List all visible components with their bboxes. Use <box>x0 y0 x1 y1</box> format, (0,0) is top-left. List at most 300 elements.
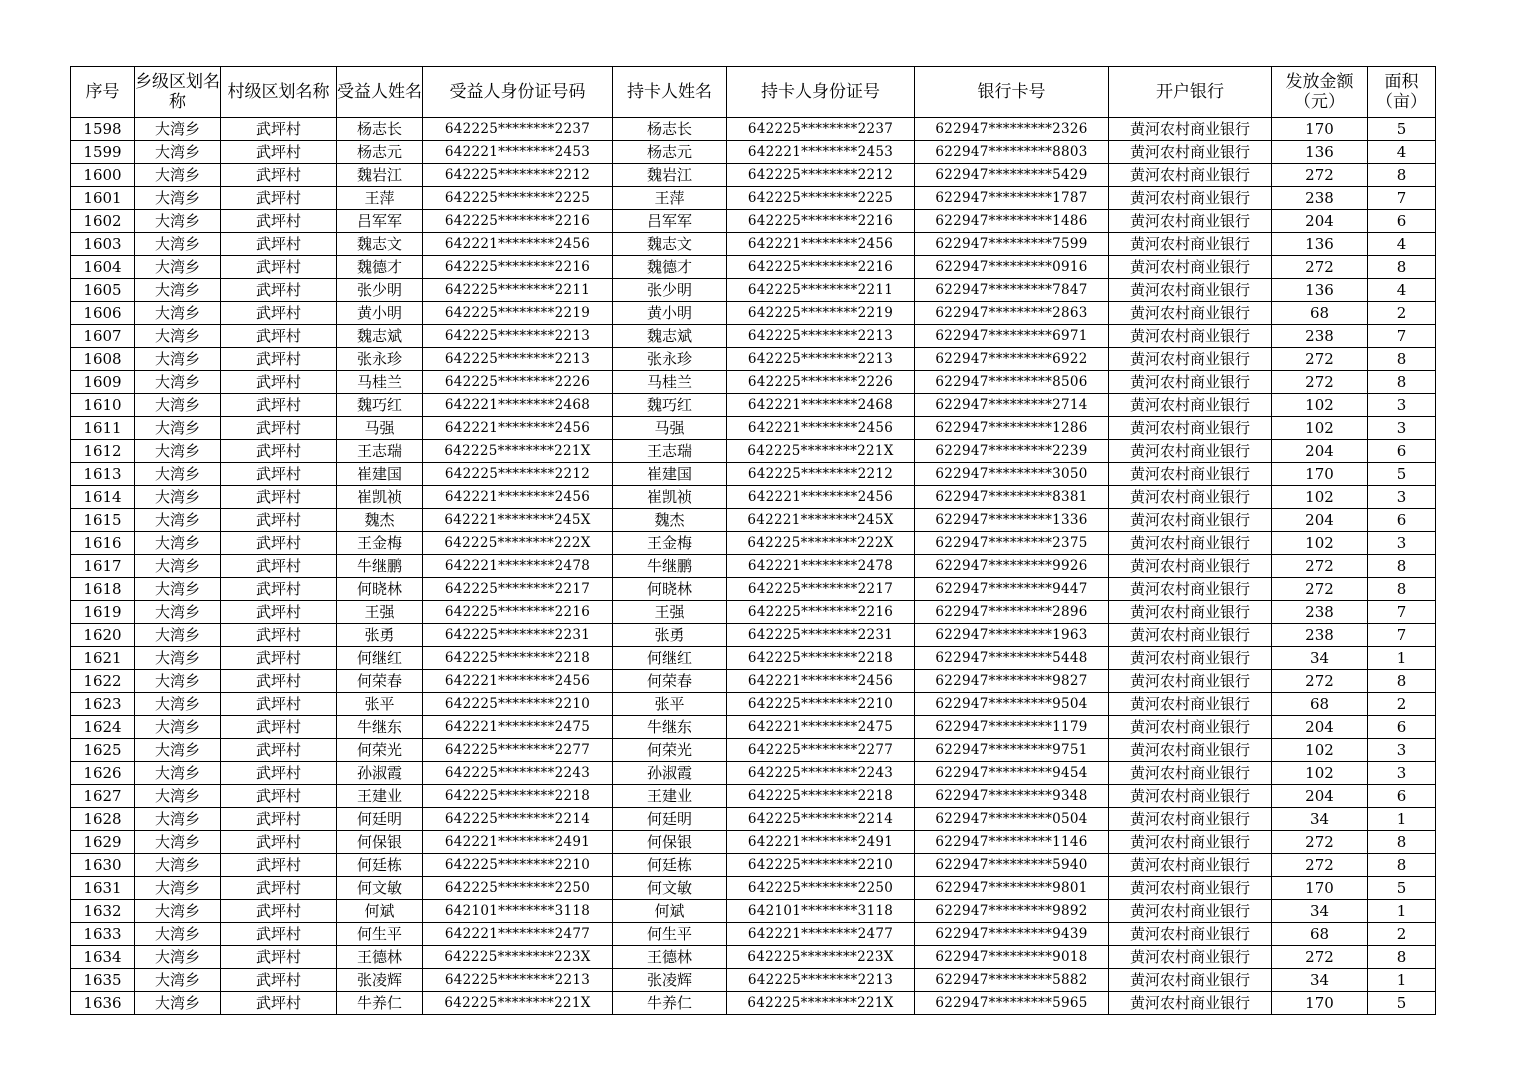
cell-seq: 1606 <box>71 302 135 325</box>
cell-seq: 1619 <box>71 601 135 624</box>
cell-bank-card: 622947*********0504 <box>915 808 1109 831</box>
cell-township: 大湾乡 <box>135 187 221 210</box>
cell-area: 6 <box>1368 509 1436 532</box>
cell-area: 6 <box>1368 716 1436 739</box>
cell-village: 武坪村 <box>221 923 337 946</box>
table-row <box>71 739 1436 762</box>
cell-bank: 黄河农村商业银行 <box>1109 348 1272 371</box>
cell-area: 3 <box>1368 532 1436 555</box>
cell-township: 大湾乡 <box>135 440 221 463</box>
cell-cardholder-name: 王强 <box>613 601 727 624</box>
cell-beneficiary-id: 642225********2277 <box>423 739 613 762</box>
cell-bank-card: 622947*********7847 <box>915 279 1109 302</box>
header-township: 乡级区划名称 <box>135 67 221 118</box>
cell-beneficiary-name: 魏志文 <box>337 233 423 256</box>
cell-township: 大湾乡 <box>135 210 221 233</box>
cell-beneficiary-name: 张平 <box>337 693 423 716</box>
table-row <box>71 371 1436 394</box>
cell-cardholder-name: 张永珍 <box>613 348 727 371</box>
table-row <box>71 762 1436 785</box>
cell-seq: 1611 <box>71 417 135 440</box>
cell-cardholder-id: 642221********245X <box>727 509 915 532</box>
cell-bank: 黄河农村商业银行 <box>1109 992 1272 1015</box>
cell-township: 大湾乡 <box>135 578 221 601</box>
cell-bank-card: 622947*********9892 <box>915 900 1109 923</box>
cell-township: 大湾乡 <box>135 233 221 256</box>
cell-beneficiary-name: 魏志斌 <box>337 325 423 348</box>
cell-seq: 1624 <box>71 716 135 739</box>
cell-cardholder-name: 张平 <box>613 693 727 716</box>
cell-cardholder-id: 642225********2210 <box>727 693 915 716</box>
cell-beneficiary-id: 642221********2468 <box>423 394 613 417</box>
cell-beneficiary-id: 642221********2456 <box>423 233 613 256</box>
cell-area: 3 <box>1368 762 1436 785</box>
table-row <box>71 164 1436 187</box>
cell-bank: 黄河农村商业银行 <box>1109 716 1272 739</box>
cell-bank-card: 622947*********9926 <box>915 555 1109 578</box>
cell-bank: 黄河农村商业银行 <box>1109 854 1272 877</box>
cell-village: 武坪村 <box>221 739 337 762</box>
cell-beneficiary-name: 何廷栋 <box>337 854 423 877</box>
cell-beneficiary-id: 642225********2213 <box>423 348 613 371</box>
table-row <box>71 118 1436 141</box>
table-row <box>71 141 1436 164</box>
cell-amount: 272 <box>1272 670 1368 693</box>
cell-bank-card: 622947*********2714 <box>915 394 1109 417</box>
cell-cardholder-id: 642101********3118 <box>727 900 915 923</box>
cell-cardholder-name: 张凌辉 <box>613 969 727 992</box>
cell-beneficiary-name: 何晓林 <box>337 578 423 601</box>
cell-seq: 1628 <box>71 808 135 831</box>
cell-cardholder-name: 何晓林 <box>613 578 727 601</box>
cell-bank-card: 622947*********9454 <box>915 762 1109 785</box>
cell-amount: 204 <box>1272 440 1368 463</box>
cell-area: 1 <box>1368 900 1436 923</box>
cell-beneficiary-id: 642221********2478 <box>423 555 613 578</box>
cell-area: 8 <box>1368 348 1436 371</box>
cell-cardholder-id: 642225********2216 <box>727 256 915 279</box>
header-cardholder-id: 持卡人身份证号 <box>727 67 915 118</box>
cell-cardholder-name: 张少明 <box>613 279 727 302</box>
cell-bank-card: 622947*********9504 <box>915 693 1109 716</box>
cell-beneficiary-name: 王萍 <box>337 187 423 210</box>
cell-area: 3 <box>1368 394 1436 417</box>
cell-cardholder-id: 642225********2226 <box>727 371 915 394</box>
cell-cardholder-name: 王萍 <box>613 187 727 210</box>
cell-amount: 272 <box>1272 854 1368 877</box>
cell-beneficiary-id: 642225********2211 <box>423 279 613 302</box>
cell-beneficiary-name: 何文敏 <box>337 877 423 900</box>
cell-bank: 黄河农村商业银行 <box>1109 279 1272 302</box>
cell-amount: 102 <box>1272 417 1368 440</box>
cell-seq: 1601 <box>71 187 135 210</box>
cell-township: 大湾乡 <box>135 141 221 164</box>
cell-beneficiary-id: 642221********2456 <box>423 670 613 693</box>
header-amount: 发放金额（元） <box>1272 67 1368 118</box>
cell-bank-card: 622947*********5965 <box>915 992 1109 1015</box>
cell-township: 大湾乡 <box>135 670 221 693</box>
cell-township: 大湾乡 <box>135 969 221 992</box>
cell-beneficiary-name: 牛继东 <box>337 716 423 739</box>
cell-township: 大湾乡 <box>135 417 221 440</box>
cell-cardholder-id: 642221********2478 <box>727 555 915 578</box>
cell-township: 大湾乡 <box>135 854 221 877</box>
cell-village: 武坪村 <box>221 693 337 716</box>
header-beneficiary-id: 受益人身份证号码 <box>423 67 613 118</box>
cell-beneficiary-id: 642225********2216 <box>423 210 613 233</box>
cell-amount: 136 <box>1272 233 1368 256</box>
table-row <box>71 808 1436 831</box>
cell-beneficiary-name: 张凌辉 <box>337 969 423 992</box>
cell-area: 8 <box>1368 164 1436 187</box>
cell-cardholder-name: 王志瑞 <box>613 440 727 463</box>
cell-bank-card: 622947*********5882 <box>915 969 1109 992</box>
cell-township: 大湾乡 <box>135 371 221 394</box>
cell-village: 武坪村 <box>221 279 337 302</box>
cell-area: 3 <box>1368 417 1436 440</box>
cell-amount: 272 <box>1272 831 1368 854</box>
cell-beneficiary-name: 王强 <box>337 601 423 624</box>
cell-bank-card: 622947*********2863 <box>915 302 1109 325</box>
cell-township: 大湾乡 <box>135 808 221 831</box>
cell-township: 大湾乡 <box>135 164 221 187</box>
cell-village: 武坪村 <box>221 946 337 969</box>
cell-seq: 1621 <box>71 647 135 670</box>
cell-beneficiary-name: 王建业 <box>337 785 423 808</box>
cell-cardholder-name: 何文敏 <box>613 877 727 900</box>
cell-beneficiary-id: 642225********2218 <box>423 647 613 670</box>
cell-seq: 1618 <box>71 578 135 601</box>
cell-amount: 272 <box>1272 578 1368 601</box>
cell-cardholder-id: 642225********2250 <box>727 877 915 900</box>
cell-township: 大湾乡 <box>135 486 221 509</box>
cell-beneficiary-id: 642225********2210 <box>423 693 613 716</box>
cell-cardholder-id: 642225********2214 <box>727 808 915 831</box>
cell-amount: 136 <box>1272 279 1368 302</box>
table-row <box>71 923 1436 946</box>
cell-bank: 黄河农村商业银行 <box>1109 923 1272 946</box>
cell-amount: 102 <box>1272 739 1368 762</box>
cell-bank-card: 622947*********9827 <box>915 670 1109 693</box>
header-bank: 开户银行 <box>1109 67 1272 118</box>
cell-amount: 34 <box>1272 900 1368 923</box>
cell-area: 5 <box>1368 463 1436 486</box>
cell-seq: 1616 <box>71 532 135 555</box>
cell-cardholder-name: 王金梅 <box>613 532 727 555</box>
cell-bank: 黄河农村商业银行 <box>1109 233 1272 256</box>
cell-amount: 102 <box>1272 394 1368 417</box>
cell-village: 武坪村 <box>221 532 337 555</box>
cell-bank: 黄河农村商业银行 <box>1109 164 1272 187</box>
table-row <box>71 417 1436 440</box>
cell-seq: 1629 <box>71 831 135 854</box>
cell-seq: 1620 <box>71 624 135 647</box>
cell-cardholder-name: 孙淑霞 <box>613 762 727 785</box>
cell-bank-card: 622947*********8381 <box>915 486 1109 509</box>
cell-village: 武坪村 <box>221 486 337 509</box>
cell-seq: 1614 <box>71 486 135 509</box>
cell-seq: 1635 <box>71 969 135 992</box>
cell-beneficiary-name: 何继红 <box>337 647 423 670</box>
cell-cardholder-id: 642225********2243 <box>727 762 915 785</box>
table-body <box>71 118 1436 1015</box>
table-row <box>71 992 1436 1015</box>
cell-beneficiary-id: 642225********2213 <box>423 325 613 348</box>
cell-township: 大湾乡 <box>135 831 221 854</box>
cell-amount: 272 <box>1272 371 1368 394</box>
cell-beneficiary-id: 642225********2250 <box>423 877 613 900</box>
cell-bank: 黄河农村商业银行 <box>1109 831 1272 854</box>
cell-cardholder-id: 642225********2210 <box>727 854 915 877</box>
cell-area: 7 <box>1368 325 1436 348</box>
cell-cardholder-name: 何斌 <box>613 900 727 923</box>
cell-village: 武坪村 <box>221 164 337 187</box>
table-row <box>71 831 1436 854</box>
cell-village: 武坪村 <box>221 762 337 785</box>
table-row <box>71 256 1436 279</box>
cell-beneficiary-id: 642221********245X <box>423 509 613 532</box>
cell-bank: 黄河农村商业银行 <box>1109 900 1272 923</box>
table-row <box>71 555 1436 578</box>
table-row <box>71 394 1436 417</box>
cell-beneficiary-id: 642225********223X <box>423 946 613 969</box>
cell-seq: 1630 <box>71 854 135 877</box>
table-row <box>71 624 1436 647</box>
cell-cardholder-name: 何荣春 <box>613 670 727 693</box>
table-row <box>71 325 1436 348</box>
cell-bank: 黄河农村商业银行 <box>1109 486 1272 509</box>
cell-cardholder-id: 642225********2211 <box>727 279 915 302</box>
cell-township: 大湾乡 <box>135 647 221 670</box>
cell-area: 2 <box>1368 302 1436 325</box>
cell-amount: 238 <box>1272 325 1368 348</box>
cell-cardholder-name: 牛继鹏 <box>613 555 727 578</box>
cell-seq: 1603 <box>71 233 135 256</box>
cell-area: 8 <box>1368 555 1436 578</box>
cell-beneficiary-name: 马强 <box>337 417 423 440</box>
table-row <box>71 601 1436 624</box>
cell-cardholder-id: 642225********2213 <box>727 969 915 992</box>
cell-township: 大湾乡 <box>135 532 221 555</box>
cell-area: 3 <box>1368 486 1436 509</box>
cell-cardholder-id: 642221********2453 <box>727 141 915 164</box>
cell-village: 武坪村 <box>221 877 337 900</box>
cell-area: 6 <box>1368 785 1436 808</box>
table-row <box>71 233 1436 256</box>
cell-bank: 黄河农村商业银行 <box>1109 601 1272 624</box>
cell-cardholder-id: 642221********2468 <box>727 394 915 417</box>
cell-village: 武坪村 <box>221 371 337 394</box>
cell-bank-card: 622947*********1336 <box>915 509 1109 532</box>
cell-beneficiary-name: 魏杰 <box>337 509 423 532</box>
cell-area: 7 <box>1368 187 1436 210</box>
cell-amount: 34 <box>1272 808 1368 831</box>
cell-village: 武坪村 <box>221 716 337 739</box>
cell-cardholder-name: 马强 <box>613 417 727 440</box>
cell-area: 7 <box>1368 601 1436 624</box>
cell-bank: 黄河农村商业银行 <box>1109 509 1272 532</box>
cell-seq: 1602 <box>71 210 135 233</box>
cell-cardholder-id: 642225********2231 <box>727 624 915 647</box>
cell-township: 大湾乡 <box>135 923 221 946</box>
table-row <box>71 463 1436 486</box>
cell-beneficiary-id: 642225********2225 <box>423 187 613 210</box>
cell-village: 武坪村 <box>221 348 337 371</box>
cell-township: 大湾乡 <box>135 555 221 578</box>
cell-bank-card: 622947*********0916 <box>915 256 1109 279</box>
cell-beneficiary-id: 642225********2213 <box>423 969 613 992</box>
cell-cardholder-id: 642225********223X <box>727 946 915 969</box>
cell-area: 1 <box>1368 808 1436 831</box>
cell-seq: 1608 <box>71 348 135 371</box>
cell-bank-card: 622947*********1286 <box>915 417 1109 440</box>
cell-area: 8 <box>1368 670 1436 693</box>
cell-beneficiary-id: 642225********222X <box>423 532 613 555</box>
cell-area: 8 <box>1368 578 1436 601</box>
cell-seq: 1609 <box>71 371 135 394</box>
cell-cardholder-id: 642221********2491 <box>727 831 915 854</box>
cell-beneficiary-id: 642221********2453 <box>423 141 613 164</box>
table-row <box>71 900 1436 923</box>
cell-beneficiary-id: 642225********2243 <box>423 762 613 785</box>
cell-bank: 黄河农村商业银行 <box>1109 532 1272 555</box>
cell-cardholder-name: 魏德才 <box>613 256 727 279</box>
cell-area: 6 <box>1368 210 1436 233</box>
cell-cardholder-id: 642225********2216 <box>727 210 915 233</box>
cell-bank-card: 622947*********5940 <box>915 854 1109 877</box>
cell-bank: 黄河农村商业银行 <box>1109 670 1272 693</box>
cell-township: 大湾乡 <box>135 877 221 900</box>
cell-seq: 1622 <box>71 670 135 693</box>
cell-bank: 黄河农村商业银行 <box>1109 785 1272 808</box>
cell-village: 武坪村 <box>221 808 337 831</box>
table-row <box>71 877 1436 900</box>
cell-bank-card: 622947*********6922 <box>915 348 1109 371</box>
cell-village: 武坪村 <box>221 647 337 670</box>
cell-beneficiary-name: 牛养仁 <box>337 992 423 1015</box>
cell-cardholder-name: 何荣光 <box>613 739 727 762</box>
cell-amount: 68 <box>1272 923 1368 946</box>
cell-area: 8 <box>1368 946 1436 969</box>
cell-village: 武坪村 <box>221 302 337 325</box>
cell-cardholder-name: 张勇 <box>613 624 727 647</box>
cell-bank-card: 622947*********6971 <box>915 325 1109 348</box>
cell-beneficiary-name: 何保银 <box>337 831 423 854</box>
table-row <box>71 716 1436 739</box>
cell-village: 武坪村 <box>221 118 337 141</box>
cell-area: 6 <box>1368 440 1436 463</box>
cell-beneficiary-name: 张少明 <box>337 279 423 302</box>
cell-seq: 1615 <box>71 509 135 532</box>
cell-cardholder-name: 何廷栋 <box>613 854 727 877</box>
cell-bank-card: 622947*********8803 <box>915 141 1109 164</box>
cell-village: 武坪村 <box>221 831 337 854</box>
cell-village: 武坪村 <box>221 256 337 279</box>
table-row <box>71 348 1436 371</box>
table-row <box>71 693 1436 716</box>
cell-township: 大湾乡 <box>135 509 221 532</box>
cell-cardholder-name: 王建业 <box>613 785 727 808</box>
cell-township: 大湾乡 <box>135 348 221 371</box>
cell-township: 大湾乡 <box>135 256 221 279</box>
cell-township: 大湾乡 <box>135 118 221 141</box>
cell-cardholder-name: 黄小明 <box>613 302 727 325</box>
cell-cardholder-id: 642225********2225 <box>727 187 915 210</box>
cell-cardholder-id: 642225********2218 <box>727 785 915 808</box>
cell-cardholder-name: 魏志文 <box>613 233 727 256</box>
cell-bank: 黄河农村商业银行 <box>1109 946 1272 969</box>
cell-area: 5 <box>1368 992 1436 1015</box>
cell-bank-card: 622947*********9447 <box>915 578 1109 601</box>
cell-cardholder-id: 642225********2217 <box>727 578 915 601</box>
cell-cardholder-name: 何继红 <box>613 647 727 670</box>
cell-beneficiary-name: 牛继鹏 <box>337 555 423 578</box>
cell-bank: 黄河农村商业银行 <box>1109 969 1272 992</box>
cell-amount: 204 <box>1272 509 1368 532</box>
cell-bank-card: 622947*********9439 <box>915 923 1109 946</box>
cell-village: 武坪村 <box>221 670 337 693</box>
cell-beneficiary-name: 崔建国 <box>337 463 423 486</box>
table-row <box>71 486 1436 509</box>
cell-village: 武坪村 <box>221 969 337 992</box>
cell-amount: 238 <box>1272 624 1368 647</box>
cell-bank-card: 622947*********7599 <box>915 233 1109 256</box>
header-seq: 序号 <box>71 67 135 118</box>
cell-cardholder-id: 642225********2213 <box>727 348 915 371</box>
cell-village: 武坪村 <box>221 992 337 1015</box>
table-row <box>71 509 1436 532</box>
cell-cardholder-id: 642221********2456 <box>727 233 915 256</box>
cell-bank-card: 622947*********1486 <box>915 210 1109 233</box>
cell-area: 1 <box>1368 647 1436 670</box>
cell-beneficiary-id: 642225********2216 <box>423 601 613 624</box>
cell-cardholder-name: 牛养仁 <box>613 992 727 1015</box>
cell-area: 8 <box>1368 854 1436 877</box>
table-row <box>71 210 1436 233</box>
cell-seq: 1634 <box>71 946 135 969</box>
cell-cardholder-name: 何保银 <box>613 831 727 854</box>
cell-beneficiary-id: 642101********3118 <box>423 900 613 923</box>
cell-seq: 1633 <box>71 923 135 946</box>
cell-cardholder-name: 杨志长 <box>613 118 727 141</box>
cell-beneficiary-name: 魏巧红 <box>337 394 423 417</box>
cell-bank-card: 622947*********2896 <box>915 601 1109 624</box>
cell-beneficiary-id: 642225********2226 <box>423 371 613 394</box>
cell-bank-card: 622947*********3050 <box>915 463 1109 486</box>
cell-village: 武坪村 <box>221 394 337 417</box>
cell-bank: 黄河农村商业银行 <box>1109 808 1272 831</box>
cell-seq: 1605 <box>71 279 135 302</box>
cell-amount: 68 <box>1272 302 1368 325</box>
cell-cardholder-name: 魏岩江 <box>613 164 727 187</box>
cell-village: 武坪村 <box>221 440 337 463</box>
cell-amount: 170 <box>1272 463 1368 486</box>
cell-cardholder-id: 642225********2212 <box>727 463 915 486</box>
cell-beneficiary-id: 642225********2237 <box>423 118 613 141</box>
cell-cardholder-id: 642221********2456 <box>727 486 915 509</box>
cell-cardholder-id: 642221********2456 <box>727 417 915 440</box>
cell-beneficiary-name: 崔凯祯 <box>337 486 423 509</box>
cell-beneficiary-name: 吕军军 <box>337 210 423 233</box>
table-row <box>71 440 1436 463</box>
cell-seq: 1626 <box>71 762 135 785</box>
cell-village: 武坪村 <box>221 785 337 808</box>
header-beneficiary-name: 受益人姓名 <box>337 67 423 118</box>
cell-cardholder-name: 魏志斌 <box>613 325 727 348</box>
cell-area: 7 <box>1368 624 1436 647</box>
cell-amount: 136 <box>1272 141 1368 164</box>
cell-bank-card: 622947*********2375 <box>915 532 1109 555</box>
